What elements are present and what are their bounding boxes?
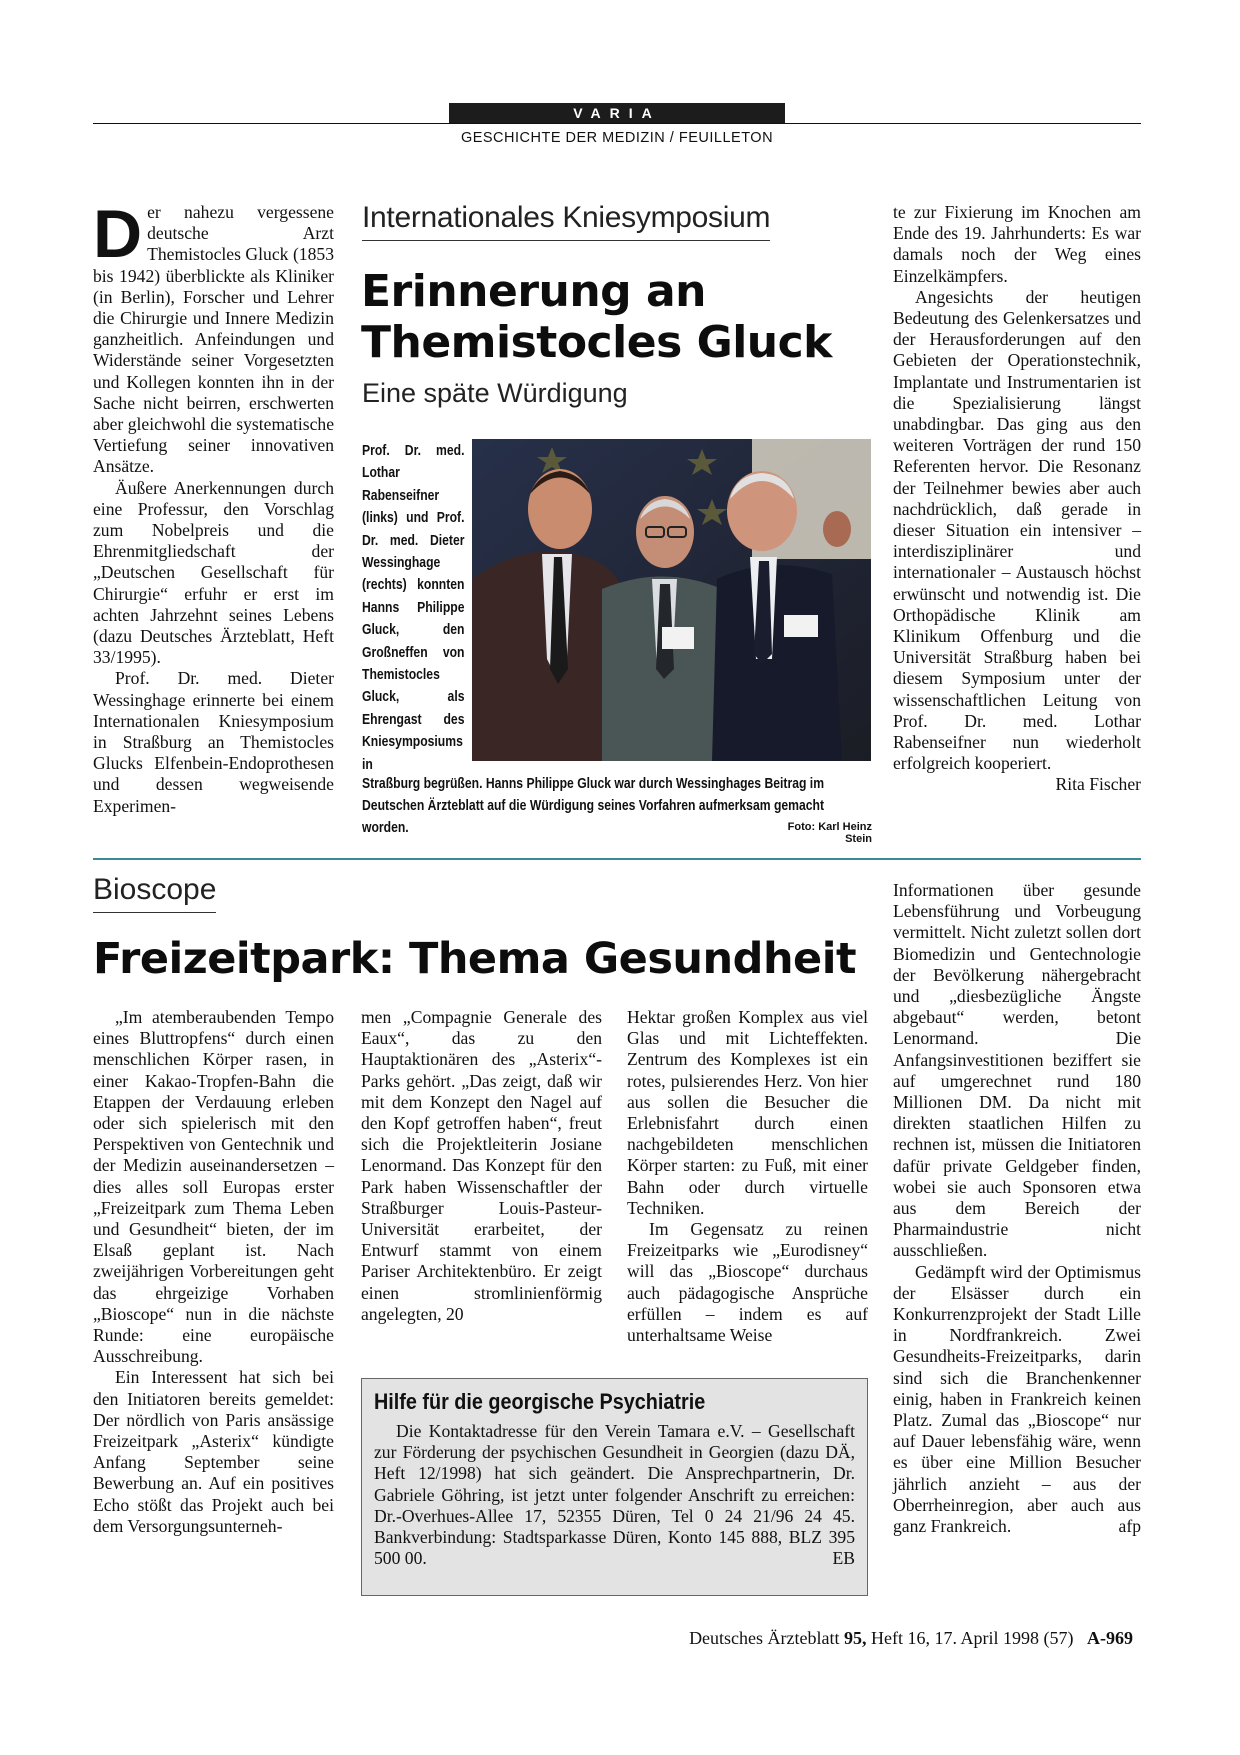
info-box-signature: EB xyxy=(832,1548,855,1569)
photo-credit: Foto: Karl Heinz Stein xyxy=(787,821,872,845)
info-box-title: Hilfe für die georgische Psychiatrie xyxy=(374,1389,706,1414)
info-box xyxy=(361,1378,868,1596)
article1-kicker: Internationales Kniesymposium xyxy=(362,200,770,241)
page-number: A-969 xyxy=(1087,1628,1133,1648)
section-bar: VARIA xyxy=(449,103,785,123)
article1-subhead: Eine späte Würdigung xyxy=(362,378,628,408)
article-photo xyxy=(472,439,871,761)
article2-paragraph: men „Compagnie Generale des Eaux“, das zu den Hauptaktionären des „Asterix“-Parks gehört. „Das zeigt, daß wir mit dem Konzept den Nagel auf den Kopf getroffen haben“, freut sich die Projektleiterin Josiane Lenormand. Das Konzept für den Park haben Wissenschaftler der Straßburger Louis-Pasteur-Universität erarbeitet, der Entwurf stammt von einem Pariser Architektenbüro. Er zeigt einen stromlinienförmig angelegten, 20 xyxy=(361,1007,602,1324)
article2-paragraph: Im Gegensatz zu reinen Freizeitparks wie „Eurodisney“ will das „Bioscope“ durchaus auch pädagogische Ansprüche erfüllen – indem es auf unterhaltsame Weise xyxy=(627,1219,868,1346)
author-signature: afp xyxy=(1118,1516,1141,1537)
article1-paragraph: Der nahezu vergessene deutsche Arzt Themistocles Gluck (1853 bis 1942) überblickte als Kliniker (in Berlin), Forscher und Lehrer die Chirurgie und Innere Medizin ganzheitlich. Anfeindungen und Widerstände seiner Vorgesetzten und Kollegen konnten ihn in der Sache nicht beirren, erschwerten aber gleichwohl die systematische Vertiefung seiner innovativen Ansätze. xyxy=(93,196,334,477)
info-box-body: Die Kontaktadresse für den Verein Tamara e.V. – Gesellschaft zur Förderung der psychischen Gesundheit in Georgien (dazu DÄ, Heft 12/1998) hat sich geändert. Die Ansprechpartnerin, Dr. Gabriele Göhring, ist jetzt unter folgender Anschrift zu erreichen: Dr.-Overhues-Allee 17, 52355 Düren, Tel 0 24 21/96 24 45. Bankverbindung: Stadtsparkasse Düren, Konto 145 888, BLZ 395 500 00. EB xyxy=(374,1421,855,1569)
journal-issue: Heft 16, 17. April 1998 (57) xyxy=(871,1628,1074,1648)
article2-column-3 xyxy=(627,1007,868,1346)
page-footer xyxy=(689,1628,1133,1649)
article2-headline: Freizeitpark: Thema Gesundheit xyxy=(93,934,857,984)
article1-column-1 xyxy=(93,196,334,817)
article1-paragraph: Prof. Dr. med. Dieter Wessinghage erinnerte bei einem Internationalen Kniesymposium in Straßburg an Themistocles Glucks Elfenbein-Endoprothesen und dessen wegweisende Experimen- xyxy=(93,668,334,816)
journal-name: Deutsches Ärzteblatt xyxy=(689,1628,840,1648)
author-signature: Rita Fischer xyxy=(1055,774,1141,795)
article1-paragraph: Äußere Anerkennungen durch eine Professur, den Vorschlag zum Nobelpreis und die Ehrenmitgliedschaft der „Deutschen Gesellschaft für Chirurgie“ erfuhr er erst im achten Jahrzehnt seines Lebens (dazu Deutsches Ärzteblatt, Heft 33/1995). xyxy=(93,477,334,668)
article2-column-4 xyxy=(893,880,1141,1537)
article1-column-3 xyxy=(893,202,1141,796)
header-rule xyxy=(93,123,1141,124)
article2-column-2 xyxy=(361,1007,602,1325)
photo-illustration xyxy=(472,439,871,761)
article1-paragraph: Angesichts der heutigen Bedeutung des Gelenkersatzes und der Herausforderungen auf den Gebieten der Operationstechnik, Implantate und Instrumentarien ist die Spezialisierung längst unabdingbar. Das ging aus den weiteren Vorträgen der rund 150 Referenten hervor. Die Resonanz der Teilnehmer bewies aber auch nachdrücklich, daß gerade in dieser Situation ein intensiver – interdisziplinärer und internationaler – Austausch höchst erwünscht und notwendig ist. Die Orthopädische Klinik am Klinikum Offenburg und die Universität Straßburg haben bei diesem Symposium unter der wissenschaftlichen Leitung von Prof. Dr. med. Lothar Rabenseifner nun wiederholt erfolgreich kooperiert. Rita Fischer xyxy=(893,286,1141,795)
article1-paragraph: te zur Fixierung im Knochen am Ende des 19. Jahrhunderts: Es war damals noch der Weg eines Einzelkämpfers. xyxy=(893,202,1141,286)
drop-cap: D xyxy=(93,196,143,272)
section-subtitle: GESCHICHTE DER MEDIZIN / FEUILLETON xyxy=(460,130,774,146)
article2-paragraph: Ein Interessent hat sich bei den Initiatoren bereits gemeldet: Der nördlich von Paris ansässige Freizeitpark „Asterix“ kündigte Anfang September seine Bewerbung an. Auf ein positives Echo stößt das Projekt auch bei dem Versorgungsunterneh- xyxy=(93,1367,334,1536)
article2-paragraph: Hektar großen Komplex aus viel Glas und mit Lichteffekten. Zentrum des Komplexes ist ein rotes, pulsierendes Herz. Von hier aus sollen die Besucher die Erlebnisfahrt durch einen nachgebildeten menschlichen Körper starten: zu Fuß, mit einer Bahn oder durch virtuelle Techniken. xyxy=(627,1007,868,1218)
article2-column-1 xyxy=(93,1007,334,1537)
section-divider xyxy=(93,858,1141,860)
article2-paragraph: „Im atemberaubenden Tempo eines Bluttropfens“ durch einen menschlichen Körper rasen, in einer Kakao-Tropfen-Bahn die Etappen der Verdauung erleben oder sich spielerisch mit den Perspektiven von Gentechnik und der Medizin auseinandersetzen – dies alles soll Europas erster „Freizeitpark zum Thema Leben und Gesundheit“ bieten, der im Elsaß geplant ist. Nach zweijährigen Vorbereitungen geht das ehrgeizige Vorhaben „Bioscope“ nun in die nächste Runde: eine europäische Ausschreibung. xyxy=(93,1007,334,1367)
article2-paragraph: Informationen über gesunde Lebensführung und Vorbeugung vermittelt. Nicht zuletzt sollen dort Biomedizin und Gentechnologie der Bevölkerung nähergebracht und „diesbezügliche Ängste abgebaut“ werden, betont Lenormand. Die Anfangsinvestitionen beziffert sie auf umgerechnet rund 180 Millionen DM. Da nicht mit direkten staatlichen Hilfen zu rechnen ist, müssen die Initiatoren dafür private Geldgeber finden, wobei sie auch Sponsoren etwa aus dem Bereich der Pharmaindustrie nicht ausschließen. xyxy=(893,880,1141,1261)
article1-headline: Erinnerung an Themistocles Gluck xyxy=(361,266,832,368)
journal-volume: 95, xyxy=(844,1628,867,1648)
article2-kicker: Bioscope xyxy=(93,872,216,913)
photo-caption-bottom: Straßburg begrüßen. Hanns Philippe Gluck war durch Wessinghages Beitrag im Deutschen Ärzteblatt auf die Würdigung seines Vorfahren aufmerksam gemacht worden. xyxy=(362,776,825,836)
article2-paragraph: Gedämpft wird der Optimismus der Elsässer durch ein Konkurrenzprojekt der Stadt Lille in Nordfrankreich. Zwei Gesundheits-Freizeitparks, darin sind sich die Branchenkenner einig, haben in Frankreich keinen Platz. Zumal das „Bioscope“ nur auf Dauer lebensfähig wäre, wenn es über eine Million Besucher jährlich anzieht – aus der Oberrheinregion, aber auch aus ganz Frankreich. afp xyxy=(893,1261,1141,1537)
photo-caption-side: Prof. Dr. med. Lothar Rabenseifner (links) und Prof. Dr. med. Dieter Wessinghage (rechts) konnten Hanns Philippe Gluck, den Großneffen von Themistocles Gluck, als Ehrengast des Kniesymposiums in xyxy=(362,443,465,773)
